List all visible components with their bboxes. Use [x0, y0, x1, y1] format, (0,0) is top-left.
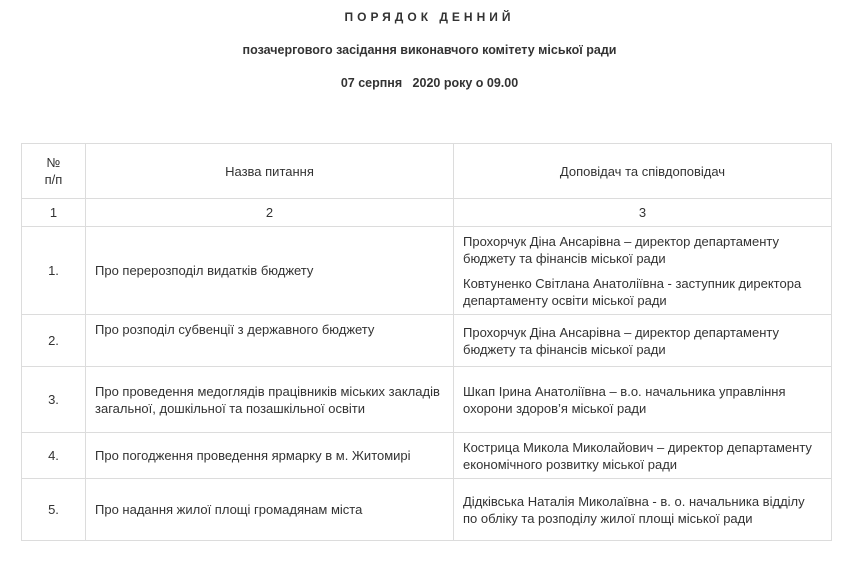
row-number: 5. — [22, 479, 86, 541]
table-row — [22, 433, 832, 479]
column-number-1: 1 — [22, 199, 86, 227]
row-speakers — [454, 433, 832, 479]
table-row — [22, 479, 832, 541]
row-number: 2. — [22, 315, 86, 367]
row-number: 1. — [22, 227, 86, 315]
header-topic: Назва питання — [86, 144, 454, 199]
agenda-table — [21, 143, 832, 541]
row-number: 4. — [22, 433, 86, 479]
row-topic: Про розподіл субвенції з державного бюджету — [86, 315, 454, 367]
table-row — [22, 367, 832, 433]
header-number-abbr: п/п — [44, 172, 63, 187]
speaker-entry: Прохорчук Діна Ансарівна – директор департаменту бюджету та фінансів міської ради — [463, 233, 779, 266]
row-speakers — [454, 227, 832, 315]
header-number — [22, 144, 86, 199]
speaker-entry: Кострица Микола Миколайович – директор департаменту економічного розвитку міської ради — [463, 439, 812, 472]
row-topic: Про надання жилої площі громадянам міста — [86, 479, 454, 541]
column-number-2: 2 — [86, 199, 454, 227]
meeting-date: 07 серпня 2020 року о 09.00 — [340, 76, 519, 90]
row-number: 3. — [22, 367, 86, 433]
row-speakers — [454, 479, 832, 541]
speaker-entry: Ковтуненко Світлана Анатоліївна - заступник директора департаменту освіти міської ради — [463, 275, 802, 308]
speaker-entry: Прохорчук Діна Ансарівна – директор департаменту бюджету та фінансів міської ради — [463, 324, 779, 357]
table-header-row — [22, 144, 832, 199]
speaker-entry: Шкап Ірина Анатоліївна – в.о. начальника управління охорони здоров’я міської ради — [463, 383, 786, 416]
document-subtitle: позачергового засідання виконавчого комітету міської ради — [242, 43, 617, 57]
row-topic: Про погодження проведення ярмарку в м. Житомирі — [86, 433, 454, 479]
column-number-3: 3 — [454, 199, 832, 227]
table-row — [22, 315, 832, 367]
table-row — [22, 227, 832, 315]
row-topic: Про перерозподіл видатків бюджету — [86, 227, 454, 315]
row-speakers — [454, 367, 832, 433]
row-topic: Про проведення медоглядів працівників міських закладів загальної, дошкільної та позашкільної освіти — [86, 367, 454, 433]
row-speakers — [454, 315, 832, 367]
header-number-symbol: № — [46, 155, 61, 170]
column-numbers-row — [22, 199, 832, 227]
header-speaker: Доповідач та співдоповідач — [454, 144, 832, 199]
speaker-entry: Дідківська Наталія Миколаївна - в. о. начальника відділу по обліку та розподілу жилої площі міської ради — [463, 493, 805, 526]
document-title: ПОРЯДОК ДЕННИЙ — [344, 10, 515, 24]
